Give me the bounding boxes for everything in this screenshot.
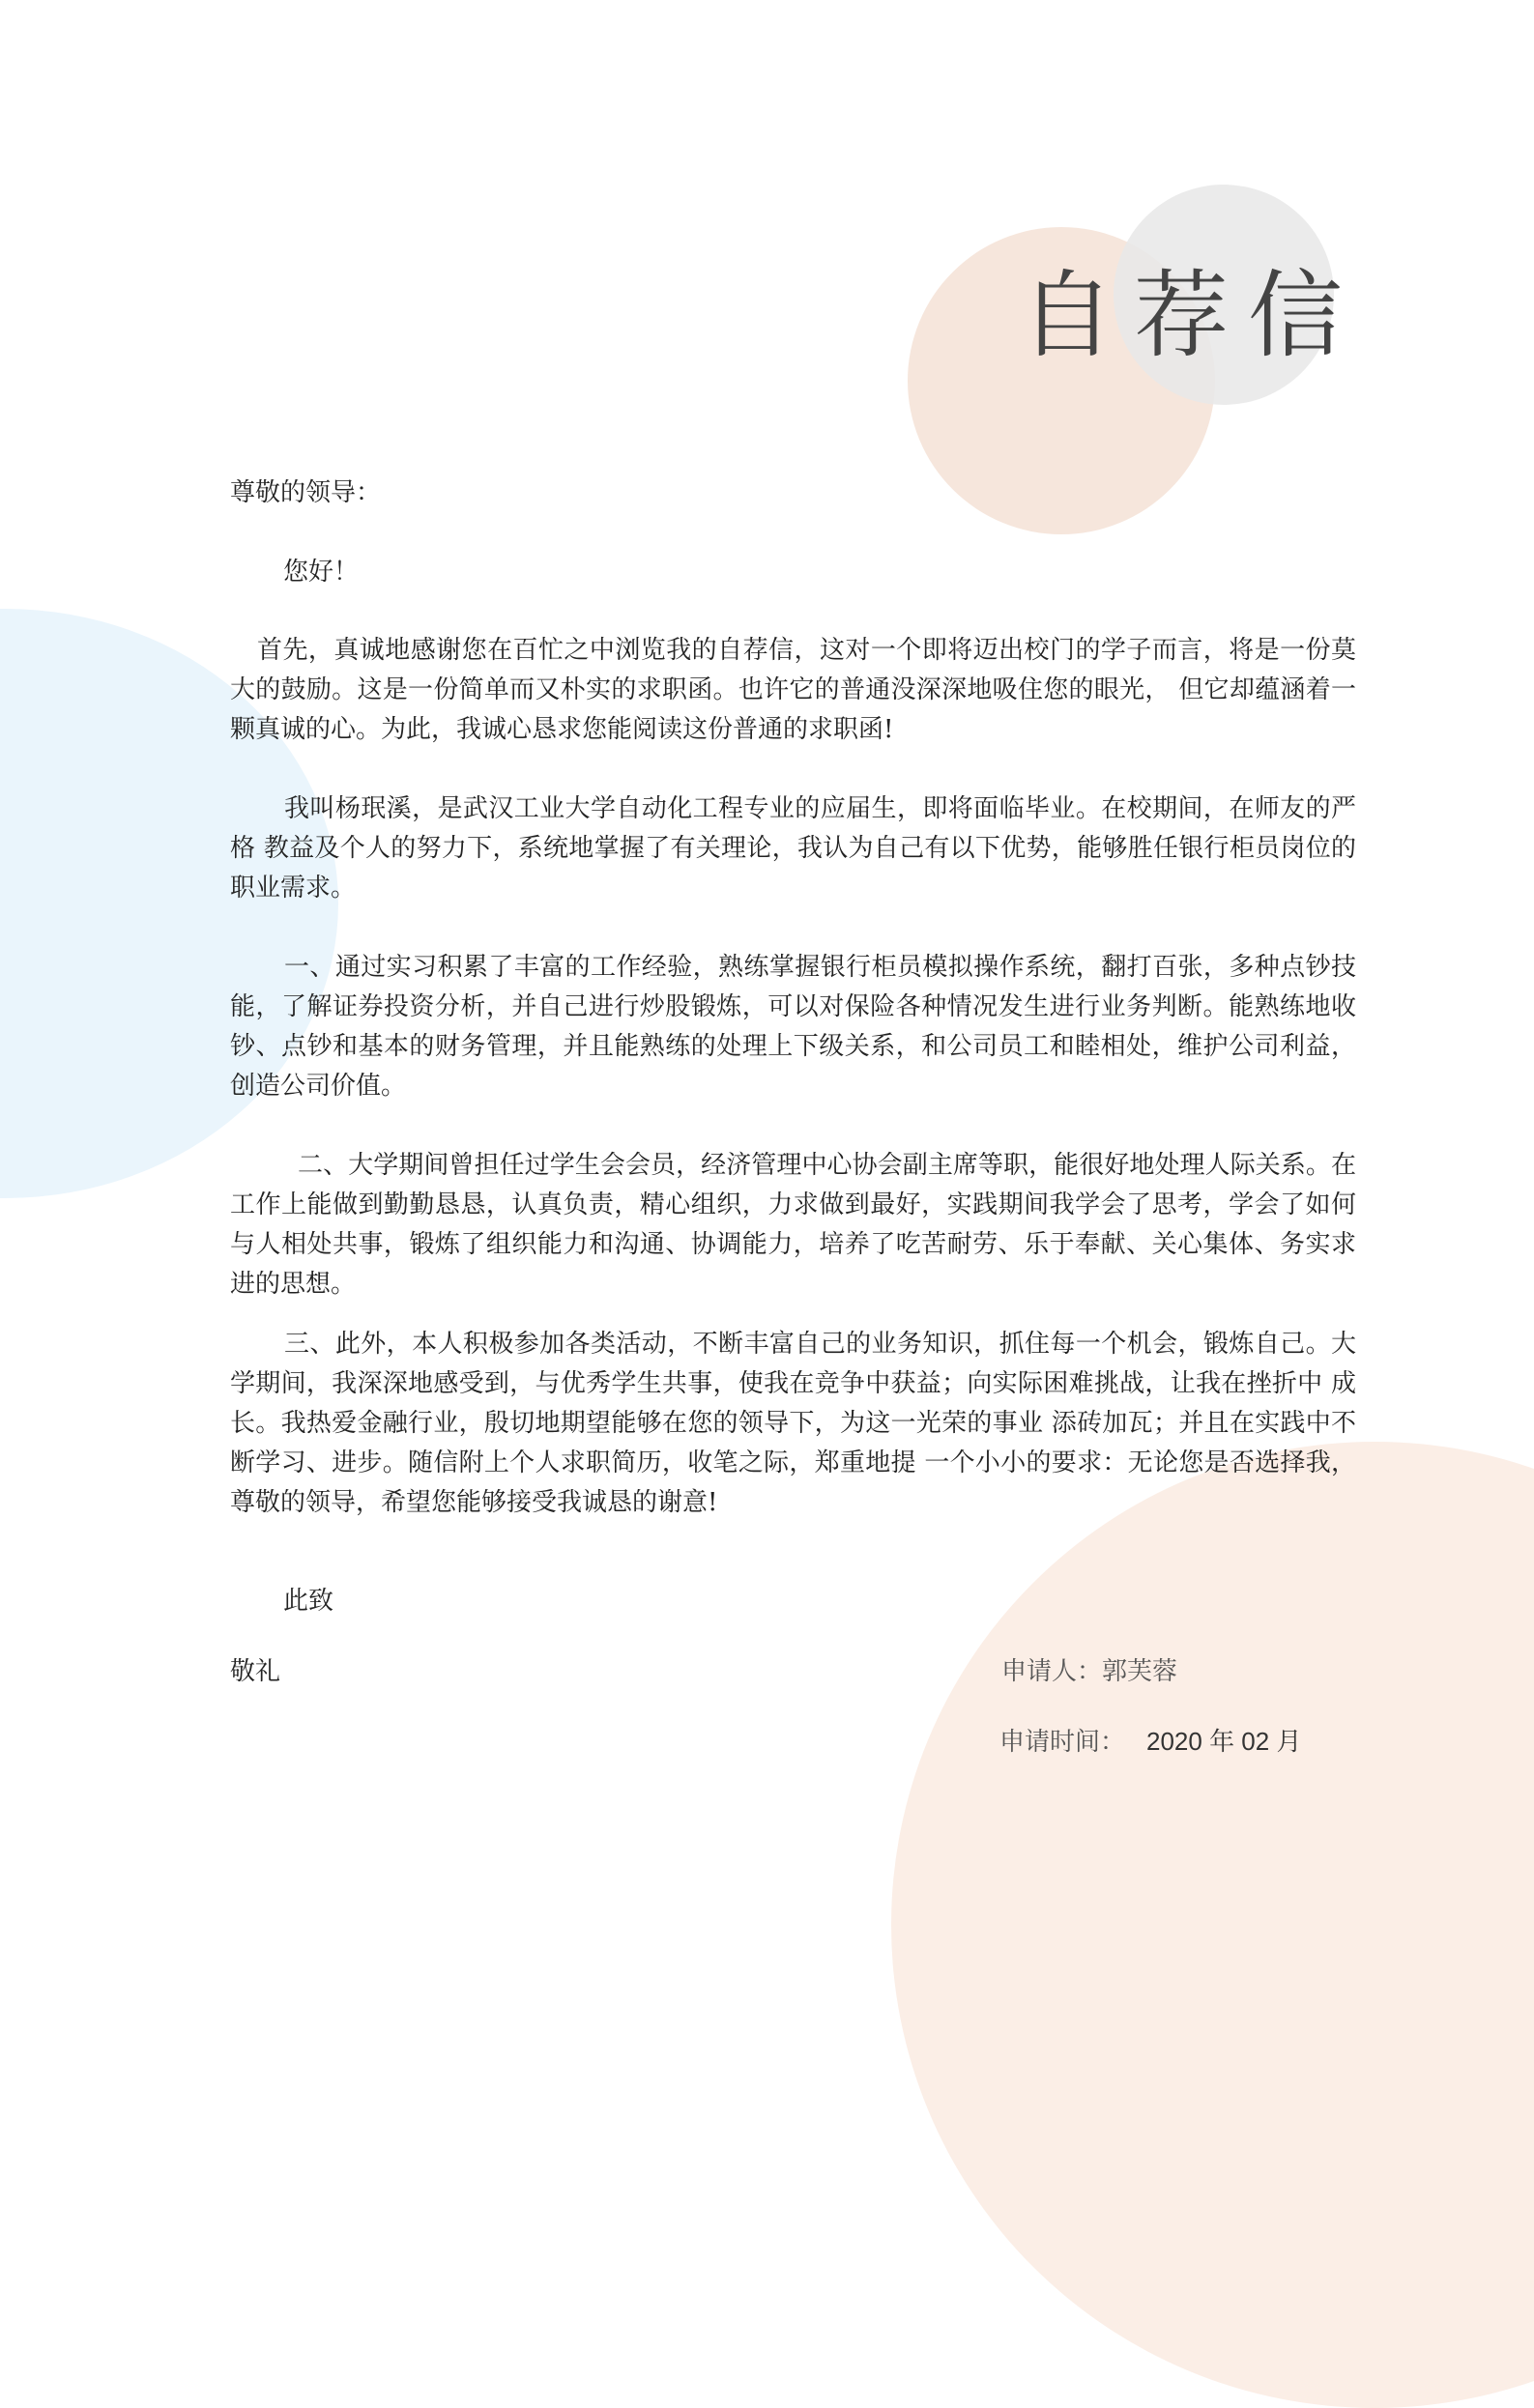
closing: 此致 — [283, 1587, 334, 1616]
paragraph-strength-2: 二、大学期间曾担任过学生会会员，经济管理中心协会副主席等职，能很好地处理人际关系。在工作上能做到勤勤恳恳，认真负责，精心组织，力求做到最好，实践期间我学会了思考，学会了如何与人相处共事，锻炼了组织能力和沟通、协调能力，培养了吃苦耐劳、乐于奉献、关心集体、务实求进的思想。 — [230, 1151, 1356, 1299]
paragraph-background: 我叫杨珉溪，是武汉工业大学自动化工程专业的应届生，即将面临毕业。在校期间，在师友的严格 教益及个人的努力下，系统地掌握了有关理论，我认为自己有以下优势，能够胜任银行柜员岗位的职业需求。 — [230, 794, 1356, 903]
date-value: 2020 年 02 月 — [1146, 1727, 1302, 1756]
date-label: 申请时间： — [999, 1728, 1126, 1757]
salutation: 尊敬的领导： — [230, 478, 382, 507]
application-date — [999, 1722, 1301, 1763]
greeting: 您好！ — [283, 558, 360, 587]
paragraph-strength-1: 一、通过实习积累了丰富的工作经验，熟练掌握银行柜员模拟操作系统，翻打百张，多种点钞技能，了解证券投资分析，并自己进行炒股锻炼，可以对保险各种情况发生进行业务判断。能熟练地收钞、点钞和基本的财务管理，并且能熟练的处理上下级关系，和公司员工和睦相处，维护公司利益，创造公司价值。 — [230, 953, 1356, 1101]
regards: 敬礼 — [230, 1657, 281, 1686]
paragraph-intro: 首先，真诚地感谢您在百忙之中浏览我的自荐信，这对一个即将迈出校门的学子而言，将是一份莫大的鼓励。这是一份简单而又朴实的求职函。也许它的普通没深深地吸住您的眼光， 但它却蕴涵着一颗真诚的心。为此，我诚心恳求您能阅读这份普通的求职函! — [230, 636, 1356, 744]
applicant-name: 申请人：郭芙蓉 — [1001, 1657, 1178, 1686]
paragraph-strength-3: 三、此外，本人积极参加各类活动，不断丰富自己的业务知识，抓住每一个机会，锻炼自己。大学期间，我深深地感受到，与优秀学生共事，使我在竞争中获益；向实际困难挑战，让我在挫折中 成长。我热爱金融行业，殷切地期望能够在您的领导下，为这一光荣的事业 添砖加瓦；并且在实践中不断学习、进步。随信附上个人求职简历，收笔之际，郑重地提 一个小小的要求：无论您是否选择我，尊敬的领导，希望您能够接受我诚恳的谢意! — [230, 1330, 1356, 1517]
page-title: 自荐信 — [1020, 261, 1363, 371]
